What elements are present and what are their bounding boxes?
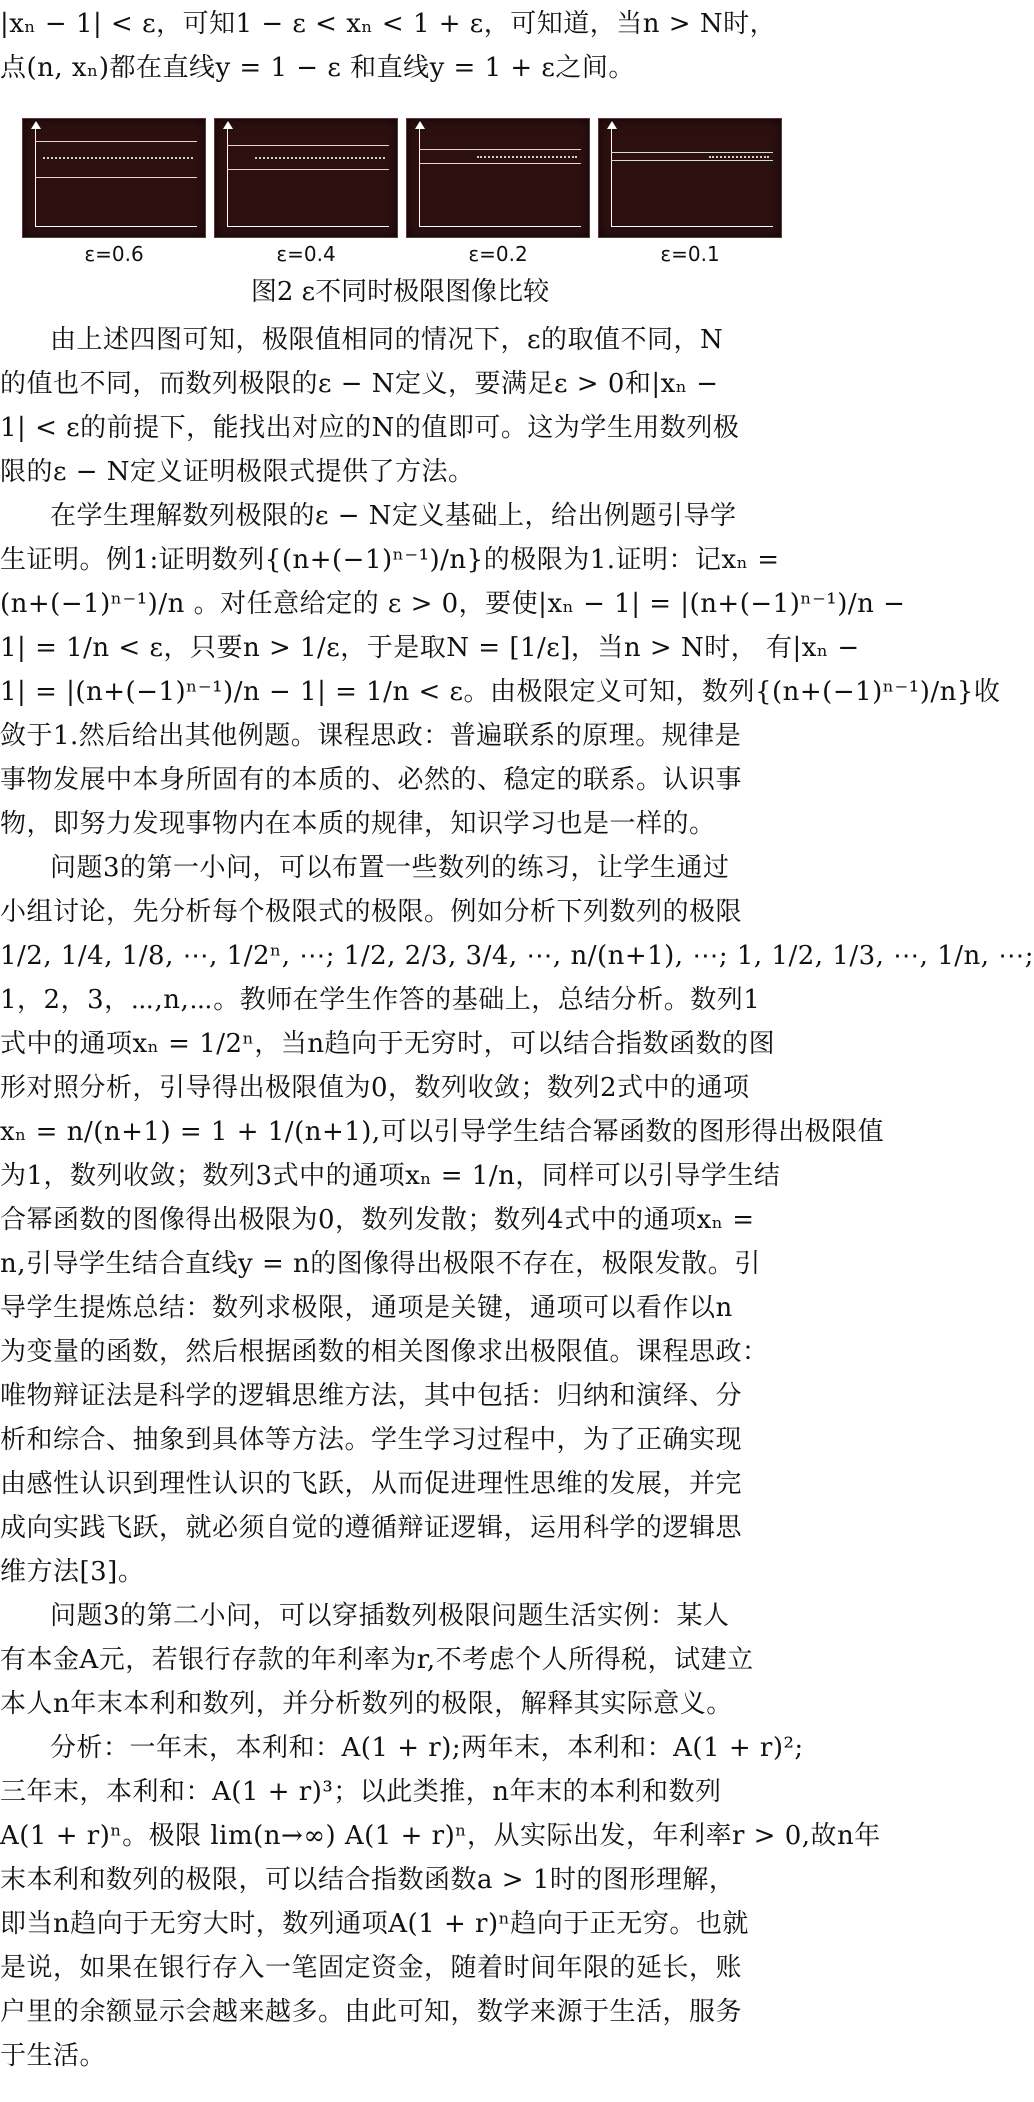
text-line: 式中的通项xₙ = 1/2ⁿ，当n趋向于无穷时，可以结合指数函数的图 [0, 1029, 776, 1059]
text-line: 析和综合、抽象到具体等方法。学生学习过程中，为了正确实现 [0, 1425, 743, 1455]
text-line: 在学生理解数列极限的ε − N定义基础上，给出例题引导学 [50, 501, 737, 531]
lower-bound-line [419, 163, 581, 164]
text-line: 于生活。 [0, 2041, 107, 2071]
y-axis [419, 125, 420, 227]
text-line: 的值也不同，而数列极限的ε − N定义，要满足ε > 0和|xₙ − [0, 369, 719, 399]
text-line: 1| < ε的前提下，能找出对应的N的值即可。这为学生用数列极 [0, 413, 740, 443]
panel-label: ε=0.6 [84, 242, 144, 266]
text-line: 由感性认识到理性认识的飞跃，从而促进理性思维的发展，并完 [0, 1469, 743, 1499]
text-line: 点(n, xₙ)都在直线y = 1 − ε 和直线y = 1 + ε之间。 [0, 53, 635, 83]
text-line: 即当n趋向于无穷大时，数列通项A(1 + r)ⁿ趋向于正无穷。也就 [0, 1909, 749, 1939]
text-line: 小组讨论，先分析每个极限式的极限。例如分析下列数列的极限 [0, 897, 743, 927]
y-axis [611, 125, 612, 227]
lower-bound-line [35, 177, 197, 178]
sequence-points [477, 156, 577, 159]
y-axis [227, 125, 228, 227]
text-line: n,引导学生结合直线y = n的图像得出极限不存在，极限发散。引 [0, 1249, 761, 1279]
text-line: xₙ = n/(n+1) = 1 + 1/(n+1),可以引导学生结合幂函数的图形得出极限值 [0, 1117, 885, 1147]
text-line: 事物发展中本身所固有的本质的、必然的、稳定的联系。认识事 [0, 765, 743, 795]
text-line: 唯物辩证法是科学的逻辑思维方法，其中包括：归纳和演绎、分 [0, 1381, 743, 1411]
sequence-points [255, 157, 385, 160]
figure-panel-eps-0.4 [214, 118, 398, 238]
x-axis [227, 226, 389, 227]
text-line: 为1，数列收敛；数列3式中的通项xₙ = 1/n，同样可以引导学生结 [0, 1161, 781, 1191]
x-axis [419, 226, 581, 227]
text-line: 问题3的第二小问，可以穿插数列极限问题生活实例：某人 [50, 1601, 730, 1631]
text-line: 限的ε − N定义证明极限式提供了方法。 [0, 457, 475, 487]
figure-panel-eps-0.1 [598, 118, 782, 238]
text-line: 本人n年末本利和数列，并分析数列的极限，解释其实际意义。 [0, 1689, 733, 1719]
sequence-points [709, 156, 769, 159]
lower-bound-line [611, 160, 773, 161]
text-line: 分析：一年末，本利和：A(1 + r);两年末，本利和：A(1 + r)²; [50, 1733, 804, 1763]
text-line: 1| = 1/n < ε，只要n > 1/ε，于是取N = [1/ε]，当n > N时， 有|xₙ − [0, 633, 860, 663]
upper-bound-line [611, 152, 773, 153]
text-line: 生证明。例1:证明数列{(n+(−1)ⁿ⁻¹)/n}的极限为1.证明：记xₙ = [0, 545, 780, 575]
text-line: 为变量的函数，然后根据函数的相关图像求出极限值。课程思政： [0, 1337, 769, 1367]
lower-bound-line [227, 169, 389, 170]
figure-panel-labels [22, 242, 782, 272]
arrow-icon [31, 121, 41, 129]
text-line: A(1 + r)ⁿ。极限 lim(n→∞) A(1 + r)ⁿ，从实际出发，年利率r > 0,故n年 [0, 1821, 881, 1851]
x-axis [35, 226, 197, 227]
text-line: 导学生提炼总结：数列求极限，通项是关键，通项可以看作以n [0, 1293, 733, 1323]
text-line: 成向实践飞跃，就必须自觉的遵循辩证逻辑，运用科学的逻辑思 [0, 1513, 743, 1543]
upper-bound-line [35, 141, 197, 142]
arrow-icon [415, 121, 425, 129]
text-line: 末本利和数列的极限，可以结合指数函数a > 1时的图形理解， [0, 1865, 736, 1895]
text-line: 由上述四图可知，极限值相同的情况下，ε的取值不同，N [50, 325, 724, 355]
figure-panel-eps-0.6 [22, 118, 206, 238]
text-line: 形对照分析，引导得出极限值为0，数列收敛；数列2式中的通项 [0, 1073, 750, 1103]
text-line: 1，2，3，⋯,n,⋯。教师在学生作答的基础上，总结分析。数列1 [0, 985, 761, 1015]
text-line: 三年末，本利和：A(1 + r)³；以此类推，n年末的本利和数列 [0, 1777, 722, 1807]
text-line: 敛于1.然后给出其他例题。课程思政：普遍联系的原理。规律是 [0, 721, 742, 751]
epsilon-figure [22, 118, 782, 238]
arrow-icon [223, 121, 233, 129]
text-line: 问题3的第一小问，可以布置一些数列的练习，让学生通过 [50, 853, 730, 883]
text-line: 是说，如果在银行存入一笔固定资金，随着时间年限的延长，账 [0, 1953, 743, 1983]
sequence-points [43, 157, 193, 160]
text-line: |xₙ − 1| < ε，可知1 − ε < xₙ < 1 + ε，可知道，当n > N时， [0, 9, 777, 39]
text-line: 有本金A元，若银行存款的年利率为r,不考虑个人所得税，试建立 [0, 1645, 754, 1675]
figure-panel-eps-0.2 [406, 118, 590, 238]
text-line: 1| = |(n+(−1)ⁿ⁻¹)/n − 1| = 1/n < ε。由极限定义可知，数列{(n+(−1)ⁿ⁻¹)/n}收 [0, 677, 1001, 707]
upper-bound-line [419, 149, 581, 150]
panel-label: ε=0.2 [468, 242, 528, 266]
figure-caption: 图2 ε不同时极限图像比较 [250, 277, 550, 307]
text-line: 1/2, 1/4, 1/8, ⋯, 1/2ⁿ, ⋯; 1/2, 2/3, 3/4, ⋯, n/(n+1), ⋯; 1, 1/2, 1/3, ⋯, 1/n, ⋯; [0, 941, 1034, 971]
arrow-icon [607, 121, 617, 129]
panel-label: ε=0.1 [660, 242, 720, 266]
text-line: 合幂函数的图像得出极限为0，数列发散；数列4式中的通项xₙ = [0, 1205, 755, 1235]
text-line: (n+(−1)ⁿ⁻¹)/n 。对任意给定的 ε > 0，要使|xₙ − 1| = |(n+(−1)ⁿ⁻¹)/n − [0, 589, 906, 619]
text-line: 户里的余额显示会越来越多。由此可知，数学来源于生活，服务 [0, 1997, 743, 2027]
x-axis [611, 226, 773, 227]
text-line: 维方法[3]。 [0, 1557, 145, 1587]
text-line: 物，即努力发现事物内在本质的规律，知识学习也是一样的。 [0, 809, 716, 839]
upper-bound-line [227, 145, 389, 146]
panel-label: ε=0.4 [276, 242, 336, 266]
